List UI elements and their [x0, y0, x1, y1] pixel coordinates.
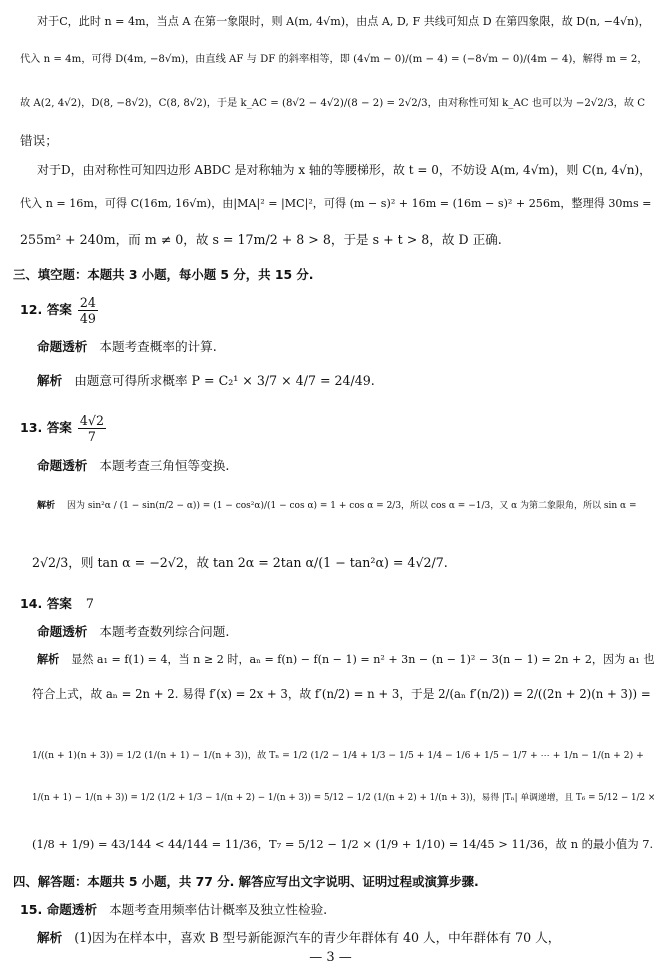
- question-13-intent: [37, 458, 229, 474]
- analysis-text: (1)因为在样本中，喜欢 B 型号新能源汽车的青少年群体有 40 人，中年群体有 70 人，: [74, 930, 561, 945]
- text-line: 2√2/3，则 tan α = −2√2，故 tan 2α = 2tan α/(1 − tan²α) = 4√2/7.: [32, 555, 448, 570]
- fraction-numerator: 4√2: [79, 413, 104, 428]
- intent-text: 本题考查三角恒等变换.: [99, 458, 230, 473]
- question-14-analysis: [37, 652, 654, 668]
- analysis-label: 解析: [37, 653, 60, 666]
- text-line: 对于C，此时 n = 4m，当点 A 在第一象限时，则 A(m, 4√m)，由点 A, D, F 共线可知点 D 在第四象限，故 D(n, −4√n)，: [37, 15, 650, 28]
- intent-label: 命题透析: [37, 458, 88, 473]
- question-number: 15. 命题透析: [20, 902, 98, 917]
- text-line: 1/((n + 1)(n + 3)) = 1/2 (1/(n + 1) − 1/(n + 3))，故 Tₙ = 1/2 (1/2 − 1/4 + 1/3 − 1/5 + 1/4 − 1/6 + 1/5 − 1/7 + ⋯ + 1/n − 1/(n + 2) +: [32, 750, 644, 761]
- fraction-denominator: 49: [79, 311, 96, 326]
- question-number: 12. 答案: [20, 302, 72, 317]
- fraction-denominator: 7: [87, 429, 96, 444]
- intent-label: 命题透析: [37, 624, 88, 639]
- analysis-text: 由题意可得所求概率 P = C₂¹ × 3/7 × 4/7 = 24/49.: [74, 373, 375, 388]
- question-15-intent: [20, 902, 327, 918]
- intent-text: 本题考查数列综合问题.: [99, 624, 230, 639]
- text-line: 代入 n = 16m，可得 C(16m, 16√m)，由|MA|² = |MC|²，可得 (m − s)² + 16m = (16m − s)² + 256m，整理得 30ms =: [20, 197, 652, 210]
- text-line: (1/8 + 1/9) = 43/144 < 44/144 = 11/36，T₇ = 5/12 − 1/2 × (1/9 + 1/10) = 14/45 > 11/36，故 n 的最小值为 7.: [32, 837, 654, 851]
- intent-label: 命题透析: [37, 339, 88, 354]
- answer-fraction: [78, 295, 98, 326]
- intent-text: 本题考查概率的计算.: [99, 339, 217, 354]
- fraction-numerator: 24: [79, 295, 96, 310]
- question-13-analysis: [37, 498, 637, 514]
- question-12-answer: [20, 295, 100, 326]
- intent-text: 本题考查用频率估计概率及独立性检验.: [109, 902, 328, 917]
- question-13-answer: [20, 413, 108, 444]
- text-line: 255m² + 240m，而 m ≠ 0，故 s = 17m/2 + 8 > 8，于是 s + t > 8，故 D 正确.: [20, 232, 502, 247]
- answer-fraction: [78, 413, 106, 444]
- question-12-intent: [37, 339, 217, 355]
- question-number: 14. 答案: [20, 596, 72, 611]
- question-12-analysis: [37, 373, 375, 389]
- question-15-analysis: [37, 930, 560, 946]
- text-line: 符合上式，故 aₙ = 2n + 2. 易得 f′(x) = 2x + 3，故 f′(n/2) = n + 3，于是 2/(aₙ f′(n/2)) = 2/((2n + 2)(n + 3)) =: [32, 687, 651, 701]
- text-line: 1/(n + 1) − 1/(n + 3)) = 1/2 (1/2 + 1/3 − 1/(n + 2) − 1/(n + 3)) = 5/12 − 1/2 (1/(n + 2) + 1/(n + 3))，易得 |Tₙ| 单调递增，且 T₆ = 5/12 − 1/2 ×: [32, 793, 656, 803]
- text-line: 错误；: [20, 133, 58, 148]
- analysis-text: 因为 sin²α / (1 − sin(π/2 − α)) = (1 − cos²α)/(1 − cos α) = 1 + cos α = 2/3，所以 cos α = −1/3，又 α 为第二象限角，所以 sin α =: [67, 501, 637, 511]
- question-number: 13. 答案: [20, 420, 72, 435]
- text-line: 对于D，由对称性可知四边形 ABDC 是对称轴为 x 轴的等腰梯形，故 t = 0，不妨设 A(m, 4√m)，则 C(n, 4√n)，: [37, 163, 652, 177]
- answer-value: 7: [85, 596, 94, 611]
- text-line: 代入 n = 4m，可得 D(4m, −8√m)，由直线 AF 与 DF 的斜率相等，即 (4√m − 0)/(m − 4) = (−8√m − 0)/(4m − 4)，解得 m = 2，: [20, 54, 648, 65]
- question-14-answer: [20, 596, 94, 612]
- question-14-intent: [37, 624, 229, 640]
- analysis-text: 显然 a₁ = f(1) = 4，当 n ≥ 2 时，aₙ = f(n) − f(n − 1) = n² + 3n − (n − 1)² − 3(n − 1) = 2n + 2，因为 a₁ 也: [71, 653, 655, 666]
- analysis-label: 解析: [37, 373, 63, 388]
- analysis-label: 解析: [37, 930, 63, 945]
- text-line: 故 A(2, 4√2)，D(8, −8√2)，C(8, 8√2)，于是 k_AC = (8√2 − 4√2)/(8 − 2) = 2√2/3，由对称性可知 k_AC 也可以为 −2√2/3，故 C: [20, 98, 646, 109]
- section-heading: 三、填空题：本题共 3 小题，每小题 5 分，共 15 分.: [13, 267, 314, 282]
- analysis-label: 解析: [37, 501, 56, 511]
- page-number: — 3 —: [309, 950, 352, 965]
- section-heading: 四、解答题：本题共 5 小题，共 77 分. 解答应写出文字说明、证明过程或演算步骤.: [13, 874, 479, 889]
